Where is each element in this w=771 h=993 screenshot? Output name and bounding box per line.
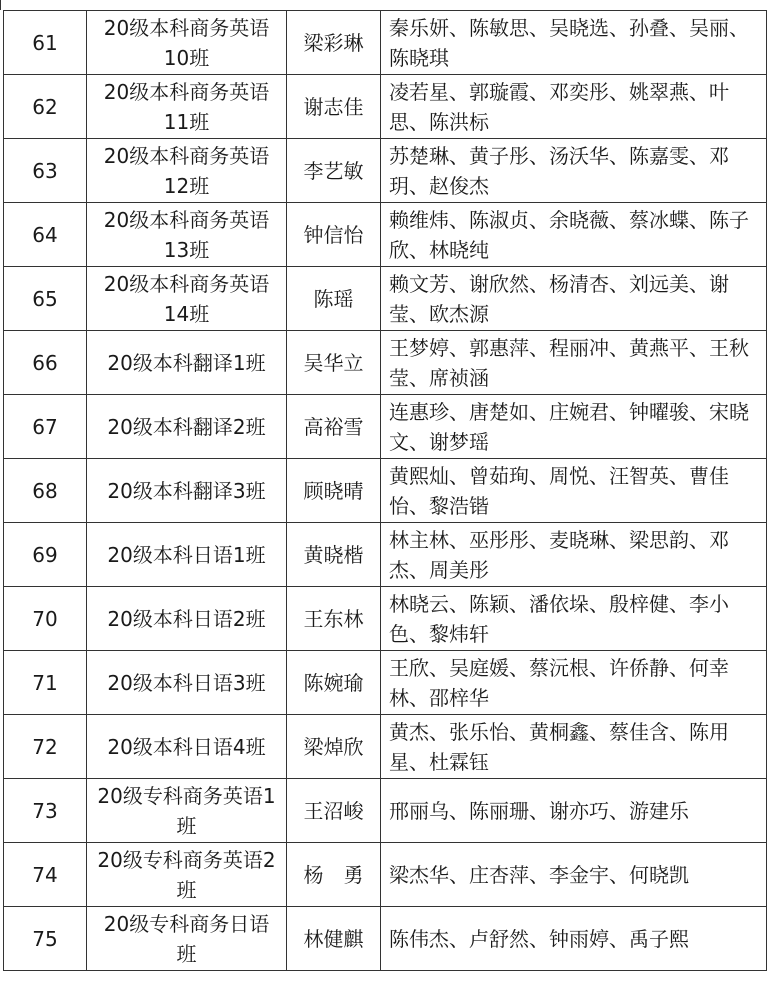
- table-body: [4, 11, 767, 971]
- member-list: 凌若星、郭璇霞、邓奕彤、姚翠燕、叶思、陈洪标: [381, 75, 767, 139]
- table-row: [4, 779, 767, 843]
- member-list: 苏楚琳、黄子彤、汤沃华、陈嘉雯、邓玥、赵俊杰: [381, 139, 767, 203]
- row-number: 62: [4, 75, 87, 139]
- table-row: [4, 459, 767, 523]
- class-name: 20级本科翻译1班: [87, 331, 287, 395]
- teacher-name: 杨 勇: [287, 843, 381, 907]
- row-number: 73: [4, 779, 87, 843]
- table-row: [4, 11, 767, 75]
- member-list: 林晓云、陈颖、潘依垛、殷梓健、李小色、黎炜轩: [381, 587, 767, 651]
- table-row: [4, 395, 767, 459]
- class-name: 20级专科商务英语2班: [87, 843, 287, 907]
- table-row: [4, 267, 767, 331]
- table-row: [4, 907, 767, 971]
- teacher-name: 钟信怡: [287, 203, 381, 267]
- row-number: 71: [4, 651, 87, 715]
- member-list: 王欣、吴庭媛、蔡沅根、许侨静、何幸林、邵梓华: [381, 651, 767, 715]
- teacher-name: 谢志佳: [287, 75, 381, 139]
- class-name: 20级本科商务英语12班: [87, 139, 287, 203]
- class-name: 20级本科商务英语10班: [87, 11, 287, 75]
- row-number: 70: [4, 587, 87, 651]
- table-row: [4, 75, 767, 139]
- row-number: 68: [4, 459, 87, 523]
- table-row: [4, 139, 767, 203]
- table-row: [4, 331, 767, 395]
- teacher-name: 王东林: [287, 587, 381, 651]
- class-name: 20级本科日语4班: [87, 715, 287, 779]
- class-name: 20级本科商务英语11班: [87, 75, 287, 139]
- teacher-name: 吴华立: [287, 331, 381, 395]
- teacher-name: 高裕雪: [287, 395, 381, 459]
- teacher-name: 黄晓楷: [287, 523, 381, 587]
- class-name: 20级专科商务日语班: [87, 907, 287, 971]
- member-list: 王梦婷、郭惠萍、程丽冲、黄燕平、王秋莹、席祯涵: [381, 331, 767, 395]
- class-name: 20级本科日语2班: [87, 587, 287, 651]
- table-row: [4, 587, 767, 651]
- row-number: 65: [4, 267, 87, 331]
- member-list: 连惠珍、唐楚如、庄婉君、钟曜骏、宋晓文、谢梦瑶: [381, 395, 767, 459]
- table-row: [4, 523, 767, 587]
- teacher-name: 梁彩琳: [287, 11, 381, 75]
- class-name: 20级本科日语3班: [87, 651, 287, 715]
- teacher-name: 林健麒: [287, 907, 381, 971]
- row-number: 69: [4, 523, 87, 587]
- row-number: 63: [4, 139, 87, 203]
- row-number: 66: [4, 331, 87, 395]
- row-number: 75: [4, 907, 87, 971]
- member-list: 赖文芳、谢欣然、杨清杏、刘远美、谢莹、欧杰源: [381, 267, 767, 331]
- row-number: 61: [4, 11, 87, 75]
- member-list: 秦乐妍、陈敏思、吴晓选、孙叠、吴丽、陈晓琪: [381, 11, 767, 75]
- table-row: [4, 715, 767, 779]
- row-number: 67: [4, 395, 87, 459]
- row-number: 72: [4, 715, 87, 779]
- member-list: 赖维炜、陈淑贞、余晓薇、蔡冰蝶、陈子欣、林晓纯: [381, 203, 767, 267]
- row-number: 74: [4, 843, 87, 907]
- teacher-name: 陈婉瑜: [287, 651, 381, 715]
- member-list: 黄杰、张乐怡、黄桐鑫、蔡佳含、陈用星、杜霖钰: [381, 715, 767, 779]
- teacher-name: 梁焯欣: [287, 715, 381, 779]
- table-row: [4, 203, 767, 267]
- class-name: 20级本科商务英语13班: [87, 203, 287, 267]
- teacher-name: 陈瑶: [287, 267, 381, 331]
- member-list: 林主林、巫彤彤、麦晓琳、梁思韵、邓杰、周美彤: [381, 523, 767, 587]
- member-list: 梁杰华、庄杏萍、李金宇、何晓凯: [381, 843, 767, 907]
- member-list: 邢丽乌、陈丽珊、谢亦巧、游建乐: [381, 779, 767, 843]
- teacher-name: 顾晓晴: [287, 459, 381, 523]
- teacher-name: 李艺敏: [287, 139, 381, 203]
- member-list: 黄熙灿、曾茹珣、周悦、汪智英、曹佳怡、黎浩锴: [381, 459, 767, 523]
- class-name: 20级专科商务英语1班: [87, 779, 287, 843]
- table-row: [4, 651, 767, 715]
- row-number: 64: [4, 203, 87, 267]
- class-name: 20级本科翻译3班: [87, 459, 287, 523]
- class-roster-table: [3, 10, 767, 971]
- table-row: [4, 843, 767, 907]
- member-list: 陈伟杰、卢舒然、钟雨婷、禹子熙: [381, 907, 767, 971]
- class-name: 20级本科翻译2班: [87, 395, 287, 459]
- teacher-name: 王沼峻: [287, 779, 381, 843]
- table-top-edge: [0, 0, 1, 10]
- class-name: 20级本科日语1班: [87, 523, 287, 587]
- class-name: 20级本科商务英语14班: [87, 267, 287, 331]
